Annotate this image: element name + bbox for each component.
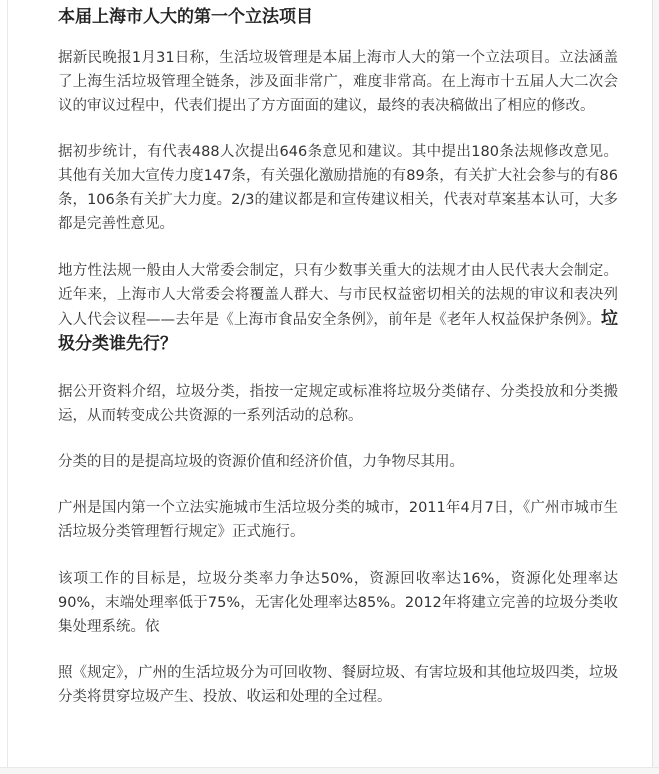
paragraph-regulation: 照《规定》，广州的生活垃圾分为可回收物、餐厨垃圾、有害垃圾和其他垃圾四类，垃圾分类将贯穿垃圾产生、投放、收运和处理的全过程。	[58, 665, 618, 705]
bottom-frame-edge	[0, 767, 659, 774]
paragraph-targets: 该项工作的目标是，垃圾分类率力争达50%，资源回收率达16%，资源化处理率达90%，末端处理率低于75%，无害化处理率达85%。2012年将建立完善的垃圾分类收集处理系统。依	[58, 571, 618, 635]
paragraph-statistics: 据初步统计，有代表488人次提出646条意见和建议。其中提出180条法规修改意见。其他有关加大宣传力度147条，有关强化激励措施的有89条，有关扩大社会参与的有86条，106条有关扩大力度。2/3的建议都是和宣传建议相关，代表对草案基本认可，大多都是完善性意见。	[58, 144, 618, 232]
left-frame-edge	[0, 0, 8, 774]
paragraph-intro: 据新民晚报1月31日称，生活垃圾管理是本届上海市人大的第一个立法项目。立法涵盖了上海生活垃圾管理全链条，涉及面非常广，难度非常高。在上海市十五届人大二次会议的审议过程中，代表们提出了方方面面的建议，最终的表决稿做出了相应的修改。	[58, 50, 618, 114]
paragraph-local-legislation	[58, 259, 618, 357]
article-title: 本届上海市人大的第一个立法项目	[58, 7, 313, 27]
paragraph-purpose: 分类的目的是提高垃圾的资源价值和经济价值，力争物尽其用。	[58, 454, 464, 470]
article-body	[58, 0, 618, 709]
paragraph-guangzhou: 广州是国内第一个立法实施城市生活垃圾分类的城市，2011年4月7日，《广州市城市生活垃圾分类管理暂行规定》正式施行。	[58, 500, 618, 540]
section-heading-who-first: 垃圾分类谁先行？	[58, 309, 618, 354]
paragraph-definition: 据公开资料介绍，垃圾分类，指按一定规定或标准将垃圾分类储存、分类投放和分类搬运，从而转变成公共资源的一系列活动的总称。	[58, 384, 618, 424]
paragraph-local-legislation-text: 地方性法规一般由人大常委会制定，只有少数事关重大的法规才由人民代表大会制定。近年来，上海市人大常委会将覆盖人群大、与市民权益密切相关的法规的审议和表决列入人代会议程——去年是《上海市食品安全条例》，前年是《老年人权益保护条例》。	[58, 263, 618, 328]
right-frame-edge	[652, 0, 659, 774]
